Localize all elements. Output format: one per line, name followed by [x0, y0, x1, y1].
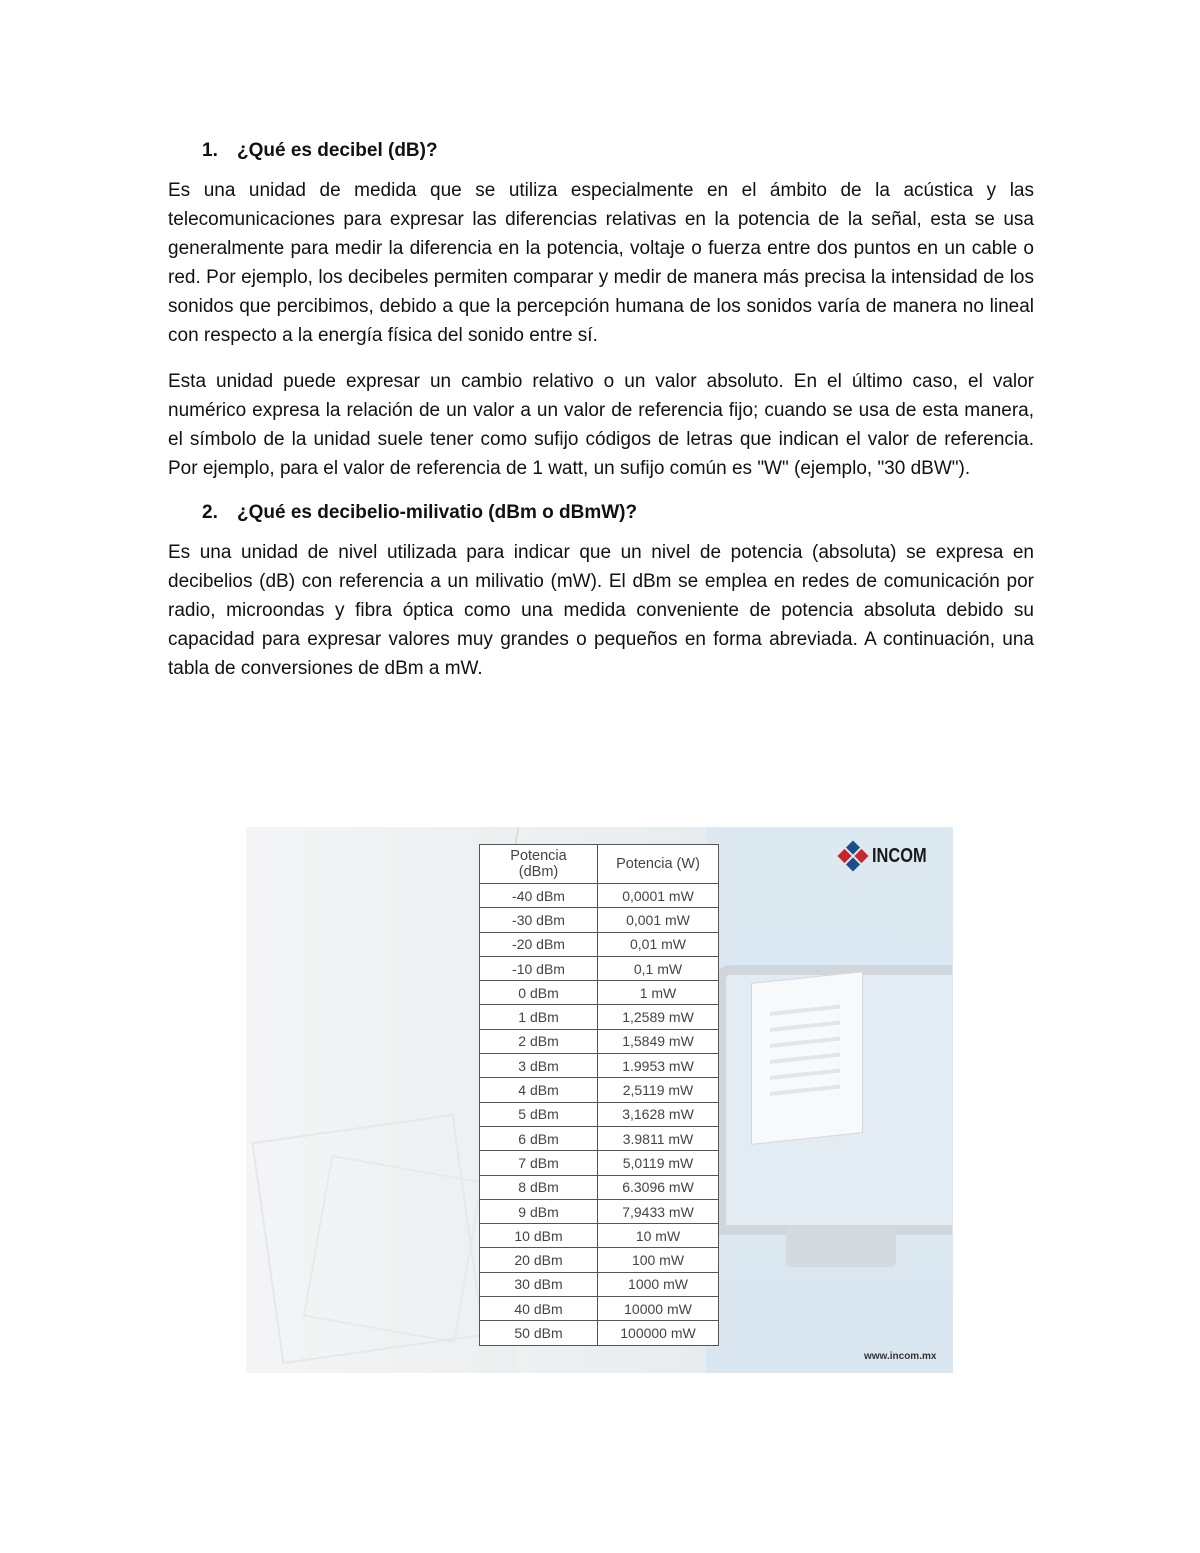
cell-mw: 3,1628 mW — [598, 1102, 719, 1126]
cell-dbm: 40 dBm — [480, 1297, 598, 1321]
table-row — [480, 932, 719, 956]
cell-dbm: -20 dBm — [480, 932, 598, 956]
cell-mw: 2,5119 mW — [598, 1078, 719, 1102]
table-row — [480, 1151, 719, 1175]
table-row — [480, 1321, 719, 1345]
cell-dbm: -10 dBm — [480, 956, 598, 980]
table-row — [480, 1005, 719, 1029]
incom-logo-icon — [837, 840, 868, 871]
document-page — [168, 138, 1034, 700]
cell-dbm: 20 dBm — [480, 1248, 598, 1272]
cell-mw: 1 mW — [598, 981, 719, 1005]
cell-dbm: 5 dBm — [480, 1102, 598, 1126]
cell-mw: 7,9433 mW — [598, 1199, 719, 1223]
cell-dbm: 3 dBm — [480, 1054, 598, 1078]
cell-dbm: 1 dBm — [480, 1005, 598, 1029]
cell-mw: 1000 mW — [598, 1272, 719, 1296]
cell-mw: 0,0001 mW — [598, 884, 719, 908]
table-row — [480, 1126, 719, 1150]
section-1-paragraph-2: Esta unidad puede expresar un cambio relativo o un valor absoluto. En el último caso, el valor numérico expresa la relación de un valor a un valor de referencia fijo; cuando se usa de esta manera, el símbolo de la unidad suele tener como sufijo códigos de letras que indican el valor de referencia. Por ejemplo, para el valor de referencia de 1 watt, un sufijo común es "W" (ejemplo, "30 dBW"). — [168, 371, 1034, 479]
cell-dbm: 6 dBm — [480, 1126, 598, 1150]
cell-mw: 10000 mW — [598, 1297, 719, 1321]
monitor-stand-illustration — [786, 1227, 896, 1267]
cell-mw: 1.9953 mW — [598, 1054, 719, 1078]
incom-logo-text: INCOM — [872, 844, 927, 867]
table-row — [480, 1248, 719, 1272]
table-row — [480, 908, 719, 932]
table-row — [480, 1199, 719, 1223]
cell-dbm: -40 dBm — [480, 884, 598, 908]
incom-logo — [842, 841, 939, 871]
source-url: www.incom.mx — [864, 1351, 937, 1362]
table-row — [480, 1054, 719, 1078]
cell-mw: 5,0119 mW — [598, 1151, 719, 1175]
section-2-paragraph-1: Es una unidad de nivel utilizada para indicar que un nivel de potencia (absoluta) se expresa en decibelios (dB) con referencia a un milivatio (mW). El dBm se emplea en redes de comunicación por radio, microondas y fibra óptica como una medida conveniente de potencia absoluta debido su capacidad para expresar valores muy grandes o pequeños en forma abreviada. A continuación, una tabla de conversiones de dBm a mW. — [168, 542, 1034, 679]
cell-dbm: 0 dBm — [480, 981, 598, 1005]
table-row — [480, 1102, 719, 1126]
column-header-w: Potencia (W) — [598, 845, 719, 884]
table-row — [480, 884, 719, 908]
table-header-row — [480, 845, 719, 884]
cell-mw: 1,2589 mW — [598, 1005, 719, 1029]
table-row — [480, 1297, 719, 1321]
cell-dbm: 50 dBm — [480, 1321, 598, 1345]
document-illustration — [751, 971, 863, 1145]
cell-mw: 100 mW — [598, 1248, 719, 1272]
cell-mw: 3.9811 mW — [598, 1126, 719, 1150]
cell-mw: 0,1 mW — [598, 956, 719, 980]
decorative-cube-outline — [303, 1155, 483, 1343]
section-1-heading — [168, 138, 1034, 164]
table-row — [480, 1224, 719, 1248]
table-row — [480, 1272, 719, 1296]
section-1-title: ¿Qué es decibel (dB)? — [237, 140, 438, 161]
cell-dbm: 9 dBm — [480, 1199, 598, 1223]
conversion-table-wrapper — [479, 844, 719, 1346]
section-1-paragraph-1: Es una unidad de medida que se utiliza especialmente en el ámbito de la acústica y las telecomunicaciones para expresar las diferencias relativas en la potencia de la señal, esta se usa generalmente para medir la diferencia en la potencia, voltaje o fuerza entre dos puntos en un cable o red. Por ejemplo, los decibeles permiten comparar y medir de manera más precisa la intensidad de los sonidos que percibimos, debido a que la percepción humana de los sonidos varía de manera no lineal con respecto a la energía física del sonido entre sí. — [168, 180, 1034, 346]
table-row — [480, 956, 719, 980]
table-row — [480, 1029, 719, 1053]
cell-dbm: 4 dBm — [480, 1078, 598, 1102]
section-2-number: 2. — [202, 502, 218, 523]
section-1-number: 1. — [202, 140, 218, 161]
cell-dbm: 8 dBm — [480, 1175, 598, 1199]
cell-dbm: 10 dBm — [480, 1224, 598, 1248]
cell-dbm: 7 dBm — [480, 1151, 598, 1175]
cell-mw: 6.3096 mW — [598, 1175, 719, 1199]
dbm-to-mw-table — [479, 844, 719, 1346]
table-row — [480, 1078, 719, 1102]
section-2-heading — [168, 500, 1034, 526]
dbm-conversion-figure — [246, 827, 953, 1373]
section-2-title: ¿Qué es decibelio-milivatio (dBm o dBmW)? — [237, 502, 638, 523]
cell-mw: 1,5849 mW — [598, 1029, 719, 1053]
cell-dbm: 2 dBm — [480, 1029, 598, 1053]
cell-mw: 10 mW — [598, 1224, 719, 1248]
cell-dbm: 30 dBm — [480, 1272, 598, 1296]
cell-dbm: -30 dBm — [480, 908, 598, 932]
column-header-dbm: Potencia (dBm) — [480, 845, 598, 884]
table-row — [480, 981, 719, 1005]
cell-mw: 100000 mW — [598, 1321, 719, 1345]
cell-mw: 0,001 mW — [598, 908, 719, 932]
cell-mw: 0,01 mW — [598, 932, 719, 956]
table-row — [480, 1175, 719, 1199]
